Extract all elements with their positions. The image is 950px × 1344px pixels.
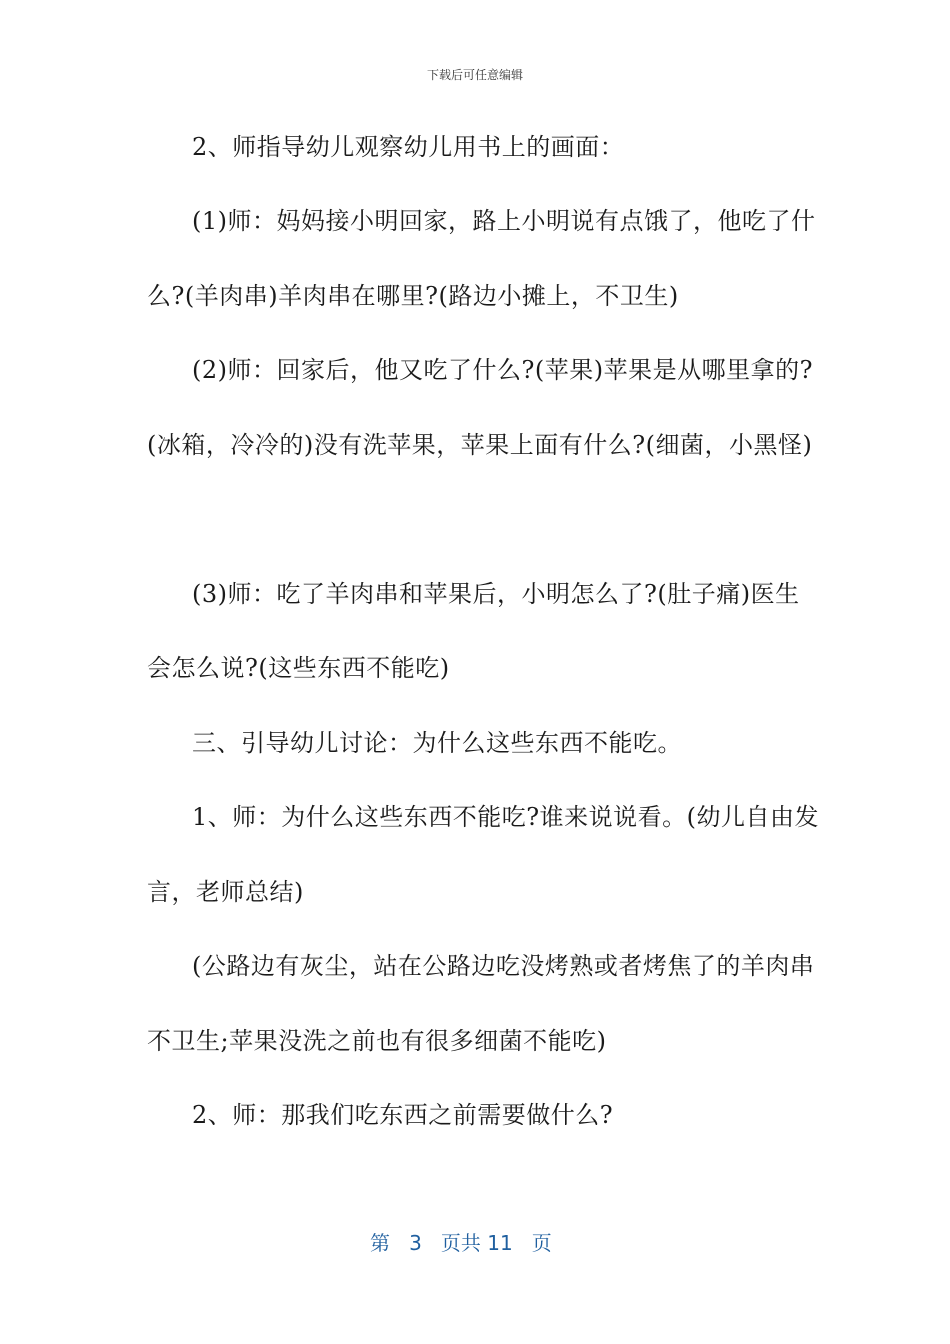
page-header: 下载后可任意编辑 — [426, 68, 523, 82]
footer-ye: 页 — [531, 1231, 552, 1255]
body-line-2: (1)师：妈妈接小明回家，路上小明说有点饿了，他吃了什 — [192, 207, 816, 235]
footer-total-pages: 11 — [487, 1231, 513, 1255]
body-line-12: 不卫生;苹果没洗之前也有很多细菌不能吃) — [147, 1027, 607, 1055]
body-line-5: (冰箱，冷冷的)没有洗苹果，苹果上面有什么?(细菌，小黑怪) — [147, 431, 813, 459]
body-line-8: 三、引导幼儿讨论：为什么这些东西不能吃。 — [192, 729, 682, 757]
body-line-3: 么?(羊肉串)羊肉串在哪里?(路边小摊上，不卫生) — [147, 282, 679, 310]
body-line-4: (2)师：回家后，他又吃了什么?(苹果)苹果是从哪里拿的? — [192, 356, 813, 384]
body-line-13: 2、师：那我们吃东西之前需要做什么? — [192, 1101, 614, 1129]
body-line-7: 会怎么说?(这些东西不能吃) — [147, 654, 450, 682]
footer-page-number: 3 — [409, 1231, 422, 1255]
body-line-9: 1、师：为什么这些东西不能吃?谁来说说看。(幼儿自由发 — [192, 803, 819, 831]
body-line-11: (公路边有灰尘，站在公路边吃没烤熟或者烤焦了的羊肉串 — [192, 952, 815, 980]
footer-di: 第 — [370, 1231, 390, 1255]
body-line-6: (3)师：吃了羊肉串和苹果后，小明怎么了?(肚子痛)医生 — [192, 580, 800, 608]
body-line-1: 2、师指导幼儿观察幼儿用书上的画面： — [192, 133, 625, 161]
body-line-10: 言，老师总结) — [147, 878, 304, 906]
footer-ye-gong: 页共 — [440, 1231, 481, 1255]
page-footer — [370, 1227, 552, 1256]
